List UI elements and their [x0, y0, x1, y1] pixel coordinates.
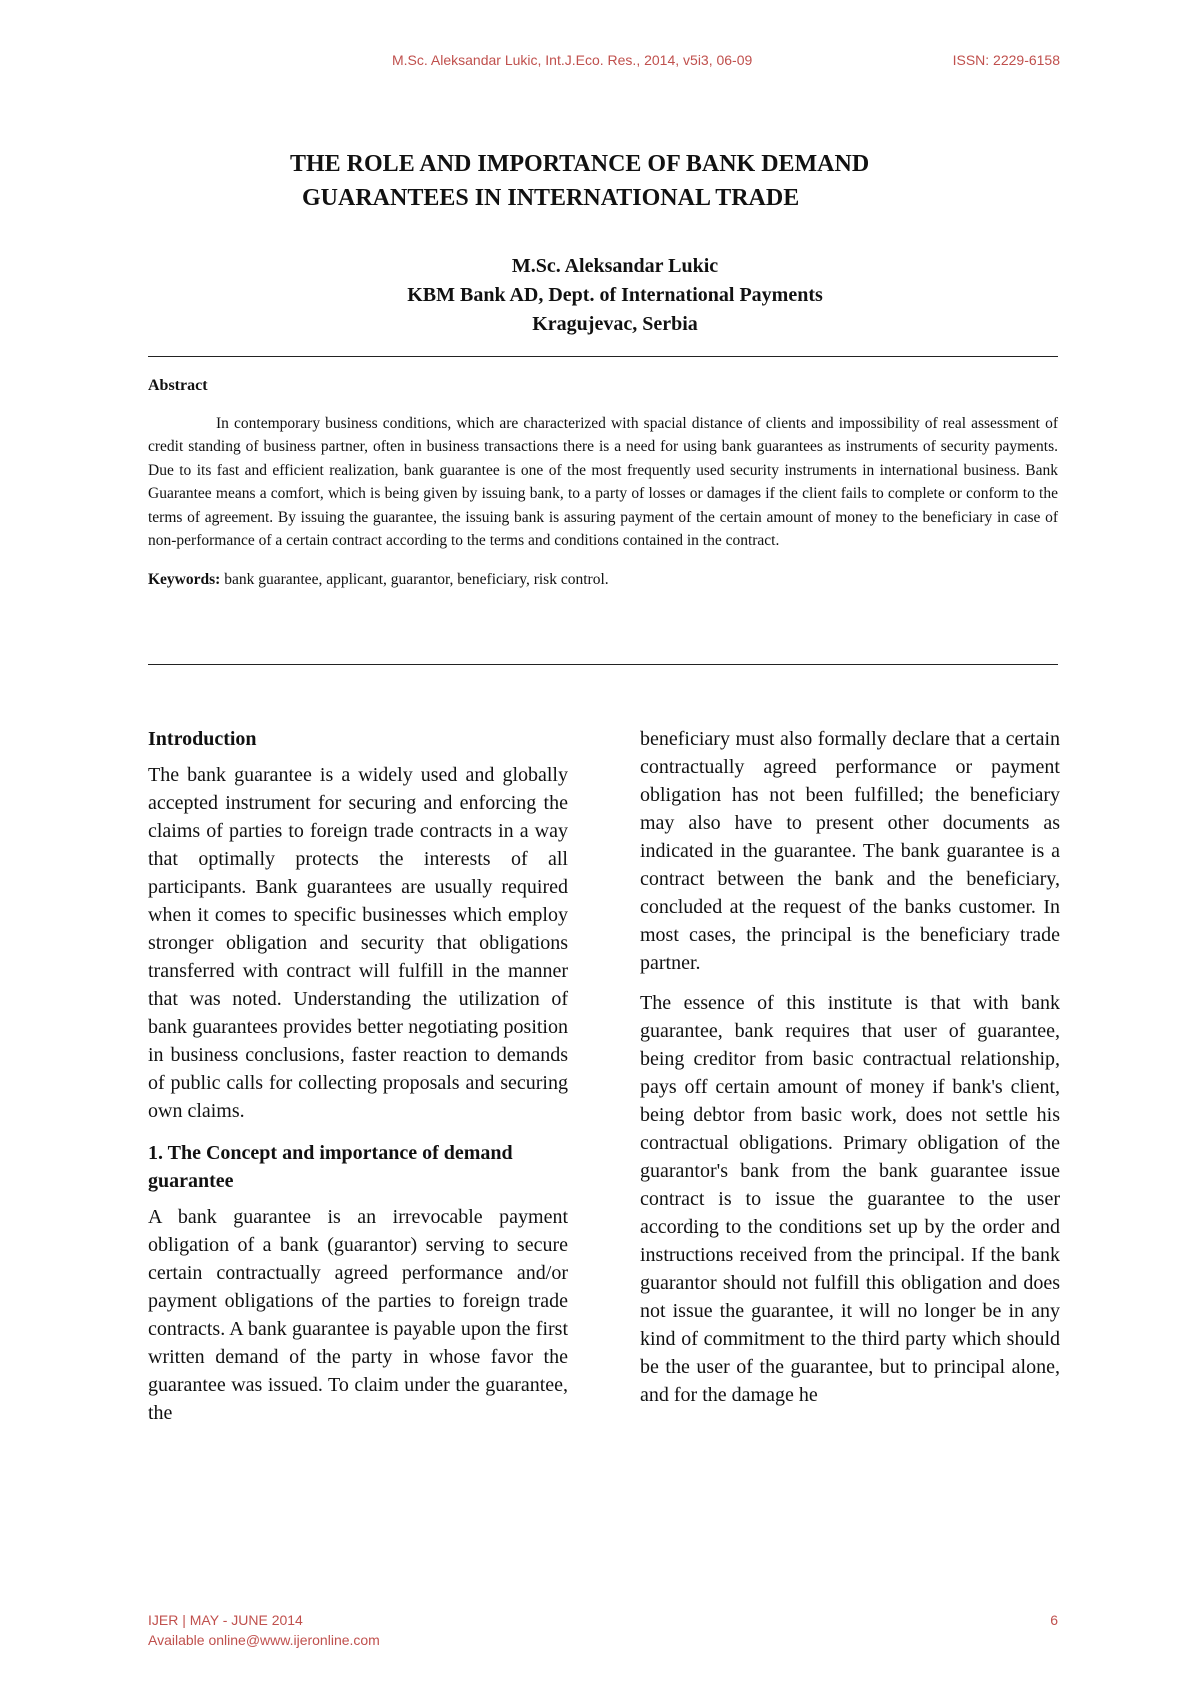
section1-paragraph: A bank guarantee is an irrevocable payment obligation of a bank (guarantor) serving to secure certain contractually agreed performance and/or payment obligations of the parties to foreign trade contracts. A bank guarantee is payable upon the first written demand of the party in whose favor the guarantee was issued. To claim under the guarantee, the: [148, 1206, 568, 1424]
author-name: M.Sc. Aleksandar Lukic: [511, 255, 719, 277]
title-line-2: GUARANTEES IN INTERNATIONAL TRADE: [302, 185, 800, 211]
paper-title: [290, 147, 990, 215]
keywords-label: Keywords:: [148, 570, 221, 588]
intro-paragraph: The bank guarantee is a widely used and globally accepted instrument for securing and enforcing the claims of parties to foreign trade contracts in a way that optimally protects the interests of all participants. Bank guarantees are usually required when it comes to specific businesses which employ stronger obligation and security that obligations transferred with contract will fulfill in the manner that was noted. Understanding the utilization of bank guarantees provides better negotiating position in business conclusions, faster reaction to demands of public calls for collecting proposals and securing own claims.: [148, 764, 568, 1122]
abstract-body: In contemporary business conditions, which are characterized with spacial distance of clients and impossibility of real assessment of credit standing of business partner, often in business transactions there is a need for using bank guarantees as instruments of security payments. Due to its fast and efficient realization, bank guarantee is one of the most frequently used security instruments in international business. Bank Guarantee means a comfort, which is being given by issuing bank, to a party of losses or damages if the client fails to complete or conform to the terms of agreement. By issuing the guarantee, the issuing bank is assuring payment of the certain amount of money to the beneficiary in case of non-performance of a certain contract according to the terms and conditions contained in the contract.: [148, 414, 1058, 549]
keywords-text: bank guarantee, applicant, guarantor, beneficiary, risk control.: [224, 570, 609, 588]
author-location: Kragujevac, Serbia: [532, 313, 698, 335]
divider-bottom: [148, 664, 1058, 665]
footer-availability: Available online@www.ijeronline.com: [148, 1632, 380, 1648]
intro-heading: Introduction: [148, 728, 257, 750]
author-block: [330, 252, 900, 339]
page-number: 6: [1050, 1612, 1058, 1628]
header-reference: M.Sc. Aleksandar Lukic, Int.J.Eco. Res., 2014, v5i3, 06-09: [392, 52, 753, 68]
author-affiliation: KBM Bank AD, Dept. of International Payments: [407, 284, 823, 306]
section1-heading: 1. The Concept and importance of demand guarantee: [148, 1142, 513, 1192]
right-paragraph-2: The essence of this institute is that with bank guarantee, bank requires that user of guarantee, being creditor from basic contractual relationship, pays off certain amount of money if bank's client, being debtor from basic work, does not settle his contractual obligations. Primary obligation of the guarantor's bank from the bank guarantee issue contract is to issue the guarantee to the user according to the conditions set up by the order and instructions received from the principal. If the bank guarantor should not fulfill this obligation and does not issue the guarantee, it will no longer be in any kind of commitment to the third party which should be the user of the guarantee, but to principal alone, and for the damage he: [640, 992, 1060, 1406]
right-column: [640, 725, 1060, 1421]
title-line-1: THE ROLE AND IMPORTANCE OF BANK DEMAND: [290, 151, 870, 177]
divider-top: [148, 356, 1058, 357]
footer-journal: IJER | MAY - JUNE 2014: [148, 1612, 303, 1628]
abstract-heading: Abstract: [148, 377, 208, 394]
left-column: [148, 725, 568, 1439]
header-issn: ISSN: 2229-6158: [952, 52, 1060, 68]
abstract-section: [148, 374, 1058, 591]
right-paragraph-1: beneficiary must also formally declare that a certain contractually agreed performance or payment obligation has not been fulfilled; the beneficiary may also have to present other documents as indicated in the guarantee. The bank guarantee is a contract between the bank and the beneficiary, concluded at the request of the banks customer. In most cases, the principal is the beneficiary trade partner.: [640, 728, 1060, 974]
page-footer: [148, 1610, 1058, 1650]
keywords-line: [148, 568, 1058, 592]
